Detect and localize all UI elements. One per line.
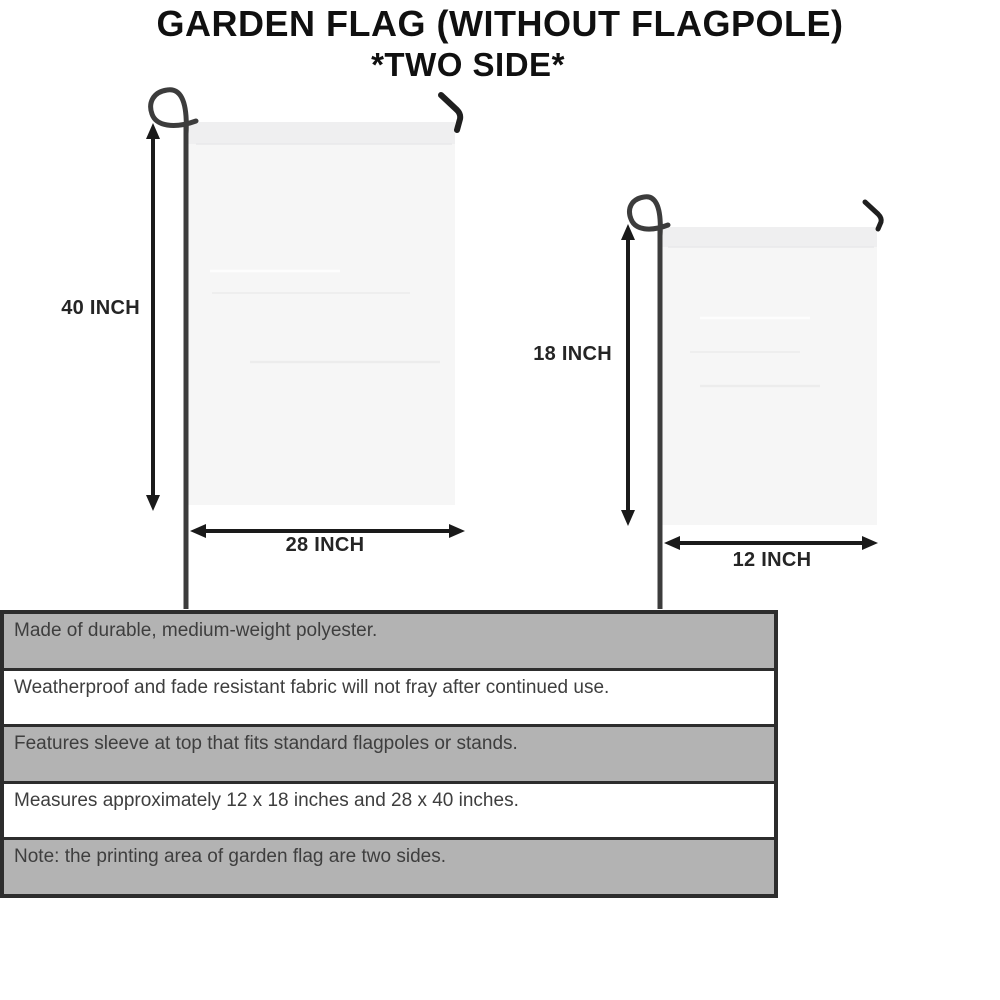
large-flag-fabric — [188, 122, 455, 505]
spec-row-text: Made of durable, medium-weight polyester. — [14, 620, 378, 641]
large-flag-height-label: 40 INCH — [61, 297, 140, 319]
spec-row-text: Features sleeve at top that fits standard flagpoles or stands. — [14, 733, 518, 755]
small-flag-hook-icon — [865, 202, 881, 229]
spec-row-sleeve — [4, 724, 774, 781]
spec-row-material — [4, 614, 774, 668]
spec-row-text: Weatherproof and fade resistant fabric will not fray after continued use. — [14, 676, 610, 698]
small-flag-sleeve — [662, 227, 877, 247]
small-flag-group — [621, 197, 881, 609]
spec-row-measurements — [4, 781, 774, 838]
spec-row-weatherproof — [4, 668, 774, 725]
small-flag-height-label: 18 INCH — [533, 343, 612, 365]
page-title: GARDEN FLAG (WITHOUT FLAGPOLE) — [156, 3, 844, 44]
spec-row-text: Note: the printing area of garden flag are two sides. — [14, 846, 446, 868]
spec-row-text: Measures approximately 12 x 18 inches and 28 x 40 inches. — [14, 789, 519, 811]
page-subtitle: *TWO SIDE* — [371, 46, 565, 83]
spec-table — [0, 610, 778, 898]
small-flag-fabric — [662, 227, 877, 525]
small-flag-width-arrow — [664, 536, 878, 550]
large-flag-width-label: 28 INCH — [285, 534, 365, 556]
small-flag-width-label: 12 INCH — [732, 549, 812, 571]
large-flag-group — [146, 90, 465, 609]
spec-row-note — [4, 837, 774, 894]
large-flag-height-arrow — [146, 123, 160, 511]
large-flag-sleeve — [188, 122, 455, 144]
small-flag-height-arrow — [621, 224, 635, 526]
small-flag-pole-loop-icon — [630, 197, 668, 236]
